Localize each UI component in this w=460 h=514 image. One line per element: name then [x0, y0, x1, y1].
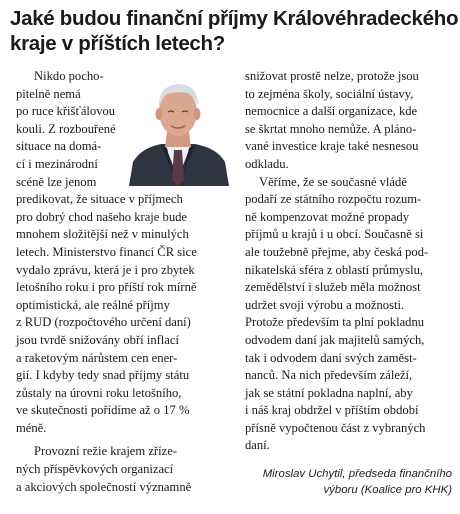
paragraph-line: z RUD (rozpočtového určení daní): [16, 315, 191, 330]
paragraph-line: nanců. Na nich především záleží,: [245, 368, 413, 383]
paragraph-line: mnohem složitější než v minulých: [16, 227, 189, 242]
paragraph-line: ale toužebně přejme, aby česká pod-: [245, 244, 429, 259]
headline-line: Jaké budou finanční příjmy Královéhradeckého: [10, 7, 459, 30]
paragraph-line: ných příspěvkových organizací: [16, 462, 174, 477]
paragraph-line: predikovat, že situace v příjmech: [16, 192, 183, 207]
paragraph-line: a akciových společností významně: [16, 479, 192, 494]
paragraph-line: Nikdo pocho-: [34, 69, 104, 83]
paragraph-line: letech. Ministerstvo financí ČR sice: [16, 244, 197, 259]
signature-line: výboru (Koalice pro KHK): [323, 484, 452, 496]
paragraph-line: to zejména školy, sociální ústavy,: [245, 86, 414, 101]
paragraph-line: nikatelská sféra z oblastí průmyslu,: [245, 262, 424, 277]
article-headline: [10, 6, 459, 56]
paragraph-line: po ruce křišťálovou: [16, 104, 116, 119]
paragraph-line: nemocnice a další organizace, kde: [245, 104, 418, 119]
paragraph-line: vydalo zprávu, která je i pro zbytek: [16, 262, 195, 277]
paragraph-line: pitelně nemá: [16, 86, 81, 101]
paragraph-line: jak se státní pokladna naplní, aby: [245, 385, 413, 400]
paragraph-line: vané investice kraje také nesnesou: [245, 139, 419, 154]
signature-line: Miroslav Uchytil, předseda finančního: [262, 468, 452, 480]
paragraph-line: méně.: [16, 420, 47, 435]
paragraph-line: odkladu.: [245, 156, 289, 171]
paragraph-line: scéně lze jenom: [16, 174, 97, 189]
paragraph-line: situace na domá-: [16, 139, 102, 154]
paragraph-line: Věříme, že se současné vládě: [259, 174, 407, 189]
paragraph-line: kouli. Z rozbouřené: [16, 121, 116, 136]
article-column-left: [16, 68, 230, 496]
headline-line: kraje v příštích letech?: [10, 32, 225, 55]
paragraph-line: jsou tvrdě snižovány obří inflací: [16, 332, 179, 347]
paragraph-line: gií. I kdyby tedy snad příjmy státu: [16, 368, 190, 383]
paragraph-line: Protože především ta plní pokladnu: [245, 315, 425, 330]
paragraph-line: se škrtat mnoho nemůže. A pláno-: [245, 121, 417, 136]
paragraph-line: podaří ze státního rozpočtu rozum-: [245, 192, 422, 207]
paragraph-line: cí i mezinárodní: [16, 156, 98, 171]
paragraph-line: ve skutečnosti pořídíme až o 17 %: [16, 403, 190, 418]
paragraph-line: ně kompenzovat možné propady: [245, 209, 410, 224]
paragraph-line: zemědělství i služeb měla možnost: [245, 280, 421, 295]
author-signature: [262, 466, 452, 498]
paragraph-line: a raketovým nárůstem cen ener-: [16, 350, 178, 365]
paragraph-line: zůstaly na úrovni roku letošního,: [16, 385, 182, 400]
paragraph-line: tak i odvodem daní svých zaměst-: [245, 350, 417, 365]
article-column-right: [245, 68, 449, 455]
paragraph-line: pro dobrý chod našeho kraje bude: [16, 209, 188, 224]
paragraph-line: Provozní režie krajem zřízе-: [34, 444, 178, 459]
paragraph-line: odvodem daní jak majitelů samých,: [245, 332, 425, 347]
paragraph-line: i náš kraj obdržel v příštím období: [245, 403, 419, 418]
paragraph-line: příjmů u krajů i u obcí. Současně si: [245, 227, 424, 242]
paragraph-line: daní.: [245, 438, 270, 453]
paragraph-line: letošního roku i pro příští rok mírně: [16, 280, 197, 295]
paragraph-line: snižovat prostě nelze, protože jsou: [245, 69, 419, 83]
paragraph-line: optimistická, ale reálné příjmy: [16, 297, 170, 312]
paragraph-line: přísně vypočtenou část z vybraných: [245, 420, 426, 435]
paragraph-line: udržet svoji výrobu a možnosti.: [245, 297, 405, 312]
